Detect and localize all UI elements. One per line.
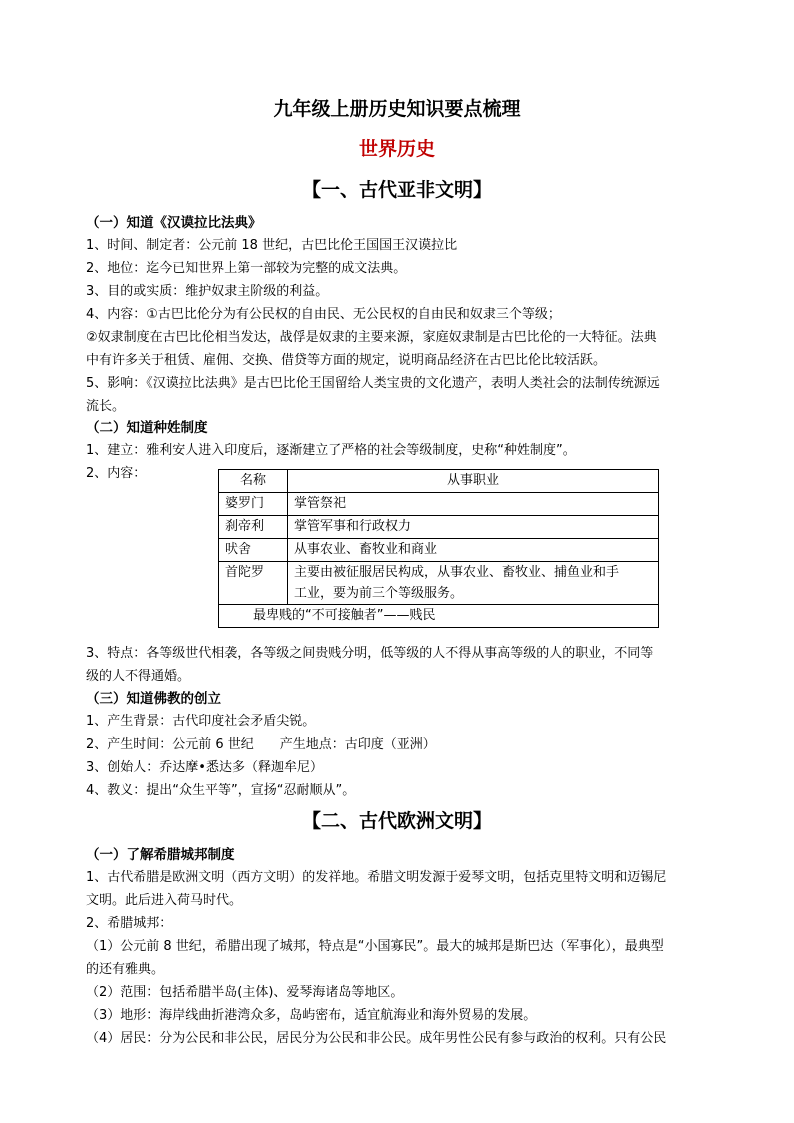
paragraph-line: 1、时间、制定者：公元前 18 世纪，古巴比伦王国国王汉谟拉比 xyxy=(86,238,458,253)
table-header-row xyxy=(219,470,659,493)
paragraph-line: ②奴隶制度在古巴比伦相当发达，战俘是奴隶的主要来源，家庭奴隶制是古巴比伦的一大特征。法典 xyxy=(86,330,657,345)
table-row xyxy=(219,516,659,539)
paragraph-line: 中有许多关于租赁、雇佣、交换、借贷等方面的规定，说明商品经济在古巴比伦比较活跃。 xyxy=(86,353,607,368)
paragraph-line: 的还有雅典。 xyxy=(86,962,165,977)
paragraph-line: 2、内容： xyxy=(86,466,147,481)
caste-table xyxy=(218,469,659,628)
paragraph-line: （4）居民：分为公民和非公民，居民分为公民和非公民。成年男性公民有参与政治的权利。只有公民 xyxy=(86,1031,667,1046)
caste-job: 掌管祭祀 xyxy=(288,493,659,516)
caste-name: 婆罗门 xyxy=(219,493,288,516)
table-row xyxy=(219,562,659,605)
document-title: 九年级上册历史知识要点梳理 xyxy=(273,98,521,120)
paragraph-line: （3）地形：海岸线曲折港湾众多，岛屿密布，适宜航海业和海外贸易的发展。 xyxy=(86,1008,537,1023)
section-1-part-2-heading: （二）知道种姓制度 xyxy=(86,420,208,436)
caste-job-line: 工业，要为前三个等级服务。 xyxy=(294,586,464,601)
paragraph-line: 流长。 xyxy=(86,399,126,414)
caste-job-line: 主要由被征服居民构成，从事农业、畜牧业、捕鱼业和手 xyxy=(294,565,620,580)
table-row xyxy=(219,539,659,562)
section-1-title: 【一、古代亚非文明】 xyxy=(301,179,492,201)
caste-name: 刹帝利 xyxy=(219,516,288,539)
paragraph-line: 2、地位：迄今已知世界上第一部较为完整的成文法典。 xyxy=(86,261,407,276)
caste-job: 从事农业、畜牧业和商业 xyxy=(288,539,659,562)
paragraph-line: 级的人不得通婚。 xyxy=(86,669,191,684)
paragraph-line: （1）公元前 8 世纪，希腊出现了城邦，特点是“小国寡民”。最大的城邦是斯巴达（军事化），最典型 xyxy=(86,939,664,954)
paragraph-line: 4、内容：①古巴比伦分为有公民权的自由民、无公民权的自由民和奴隶三个等级； xyxy=(86,307,561,322)
caste-job xyxy=(288,562,659,605)
section-1-part-1-heading: （一）知道《汉谟拉比法典》 xyxy=(86,215,262,231)
document-subtitle: 世界历史 xyxy=(358,138,435,160)
section-1-part-3-heading: （三）知道佛教的创立 xyxy=(86,691,221,707)
table-row xyxy=(219,493,659,516)
paragraph-line: 3、创始人：乔达摩•悉达多（释迦牟尼） xyxy=(86,760,323,775)
paragraph-line: 1、古代希腊是欧洲文明（西方文明）的发祥地。希腊文明发源于爱琴文明，包括克里特文明和迈锡尼 xyxy=(86,870,667,885)
caste-name: 首陀罗 xyxy=(219,562,288,605)
paragraph-line: 文明。此后进入荷马时代。 xyxy=(86,893,243,908)
paragraph-line: （2）范围：包括希腊半岛(主体)、爱琴海诸岛等地区。 xyxy=(86,985,404,1000)
paragraph-line: 3、目的或实质：维护奴隶主阶级的利益。 xyxy=(86,284,329,299)
paragraph-line: 1、产生背景：古代印度社会矛盾尖锐。 xyxy=(86,714,316,729)
paragraph-line: 1、建立：雅利安人进入印度后，逐渐建立了严格的社会等级制度，史称“种姓制度”。 xyxy=(86,443,576,458)
paragraph-line: 2、产生时间：公元前 6 世纪 产生地点：古印度（亚洲） xyxy=(86,737,436,752)
table-footer: 最卑贱的“不可接触者”——贱民 xyxy=(219,605,659,628)
paragraph-line: 4、教义：提出“众生平等”，宣扬“忍耐顺从”。 xyxy=(86,783,356,798)
table-footer-row xyxy=(219,605,659,628)
paragraph-line: 5、影响：《汉谟拉比法典》是古巴比伦王国留给人类宝贵的文化遗产，表明人类社会的法制传统源远 xyxy=(86,376,660,391)
caste-job: 掌管军事和行政权力 xyxy=(288,516,659,539)
paragraph-line: 2、希腊城邦： xyxy=(86,916,173,931)
paragraph-line: 3、特点：各等级世代相袭，各等级之间贵贱分明，低等级的人不得从事高等级的人的职业，不同等 xyxy=(86,646,654,661)
caste-name: 吠舍 xyxy=(219,539,288,562)
table-header-name: 名称 xyxy=(219,470,288,493)
section-2-title: 【二、古代欧洲文明】 xyxy=(301,810,492,832)
table-header-job: 从事职业 xyxy=(288,470,659,493)
section-2-part-1-heading: （一）了解希腊城邦制度 xyxy=(86,847,235,863)
